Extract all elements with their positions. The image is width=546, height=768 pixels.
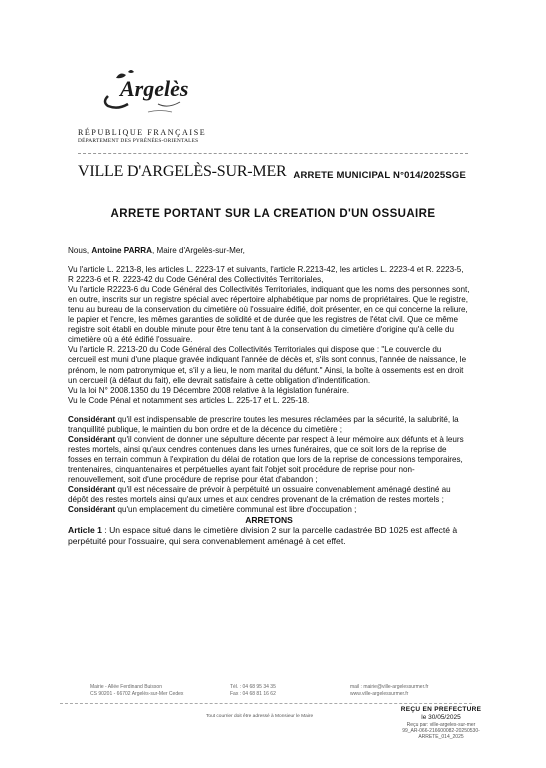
document-title: ARRETE PORTANT SUR LA CREATION D'UN OSSUAIRE (110, 208, 436, 220)
considerant-paragraph: Considérant qu'il est nécessaire de prévoir à perpétuité un ossuaire convenablement aménagé destiné au dépôt des restes mortels ainsi qu'aux urnes et aux cendres provenant de la crémation de restes mortels ; (68, 485, 451, 505)
mayor-name: Antoine PARRA (91, 246, 152, 255)
intro-line: Nous, Antoine PARRA, Maire d'Argelès-sur-Mer, (68, 246, 245, 255)
footer-phone: Tél. : 04 68 95 34 35 Fax : 04 68 81 16 62 (230, 684, 276, 697)
stamp-ref-2: 99_AR-066-216600082-20250530-ARRETE_014_2025 (402, 728, 480, 740)
considerant-paragraph: Considérant qu'il est indispensable de prescrire toutes les mesures réclamées par la sécurité, la salubrité, la tranquillité publique, le maintien du bon ordre et de la décence du cimetière ; (68, 414, 459, 434)
footer-note: Tout courrier doit être adressé à Monsieur le Maire (206, 714, 314, 719)
document-body (68, 246, 470, 547)
stamp-title: REÇU EN PREFECTURE (400, 706, 482, 713)
department-label: DÉPARTEMENT DES PYRÉNÉES-ORIENTALES (78, 138, 199, 144)
republic-label: RÉPUBLIQUE FRANÇAISE (78, 128, 207, 137)
vu-paragraph: Vu l'article R2223-6 du Code Général des Collectivités Territoriales, indiquant que les noms des personnes sont, en outre, inscrits sur un registre spécial avec répertoire alphabétique par noms de propriétaires. Que le registre, tenu au bureau de la conservation du cimetière où l'ossuaire édifié, doit présenter, en ce qui concerne la reliure, le papier et l'encre, les mêmes garanties de solidité et de durée que les registres de l'état civil. Que ce même registre soit établi en double minute pour être tenu tant à la conservation du cimetière d'origine qu'à celle du cimetière où a été édifié l'ossuaire. (68, 285, 470, 345)
arretons-heading: ARRETONS (245, 515, 293, 526)
argeles-logo-icon (98, 66, 198, 122)
footer-divider (60, 703, 472, 704)
considerant-paragraph: Considérant qu'un emplacement du cimetière communal est libre d'occupation ; (68, 505, 357, 515)
arrete-number: ARRETE MUNICIPAL N°014/2025SGE (293, 170, 466, 181)
vu-paragraph: Vu le Code Pénal et notamment ses articles L. 225-17 et L. 225-18. (68, 395, 310, 405)
logo-text: Argelès (120, 76, 189, 101)
considerant-paragraph: Considérant qu'il convient de donner une sépulture décente par respect à leur mémoire aux défunts et à leurs restes mortels, ainsi qu'aux cendres contenues dans les urnes funéraires, que ce soit lors de la reprise de fosses en terrain commun à l'expiration du délai de rotation que lors de la reprise de concessions temporaires, trentenaires, cinquantenaires et perpétuelles ayant fait l'objet soit procédure de reprise pour non-renouvellement, soit d'une procédure de reprise pour état d'abandon ; (68, 434, 464, 484)
vu-paragraph: Vu la loi N° 2008.1350 du 19 Décembre 2008 relative à la législation funéraire. (68, 385, 349, 395)
article-1: Article 1 : Un espace situé dans le cimetière division 2 sur la parcelle cadastrée BD 1025 est affecté à perpétuité pour l'ossuaire, qui sera convenablement aménagé à cet effet. (68, 525, 458, 547)
vu-paragraph: Vu l'article L. 2213-8, les articles L. 2223-17 et suivants, l'article R.2213-42, les articles L. 2223-4 et R. 2223-5, R 2223-6 et R. 2223-42 du Code Général des Collectivités Territoriales, (68, 265, 464, 285)
city-logo (98, 66, 198, 122)
footer-address: Mairie - Allée Ferdinand Buisson CS 90201 - 66702 Argelès-sur-Mer Cedex (90, 684, 184, 697)
vu-paragraph: Vu l'article R. 2213-20 du Code Général des Collectivités Territoriales qui dispose que : "Le couvercle du cercueil est muni d'une plaque gravée indiquant l'année de décès et, s'ils sont connus, l'année de naissance, le prénom, le nom patronymique et, s'il y a lieu, le nom marital du défunt." Ainsi, la boîte à ossements est en droit un cercueil (à défaut du fait), elle devrait satisfaire à cette obligation d'indentification. (68, 345, 467, 385)
prefecture-stamp (380, 706, 502, 740)
header-divider (78, 153, 468, 154)
footer-web: mail : mairie@ville-argelessurmer.fr www.ville-argelessurmer.fr (350, 684, 429, 697)
stamp-ref-1: Reçu par: ville-argeles-sur-mer (406, 722, 476, 728)
stamp-date: le 30/05/2025 (421, 714, 461, 721)
city-name: VILLE D'ARGELÈS-SUR-MER (78, 163, 287, 180)
